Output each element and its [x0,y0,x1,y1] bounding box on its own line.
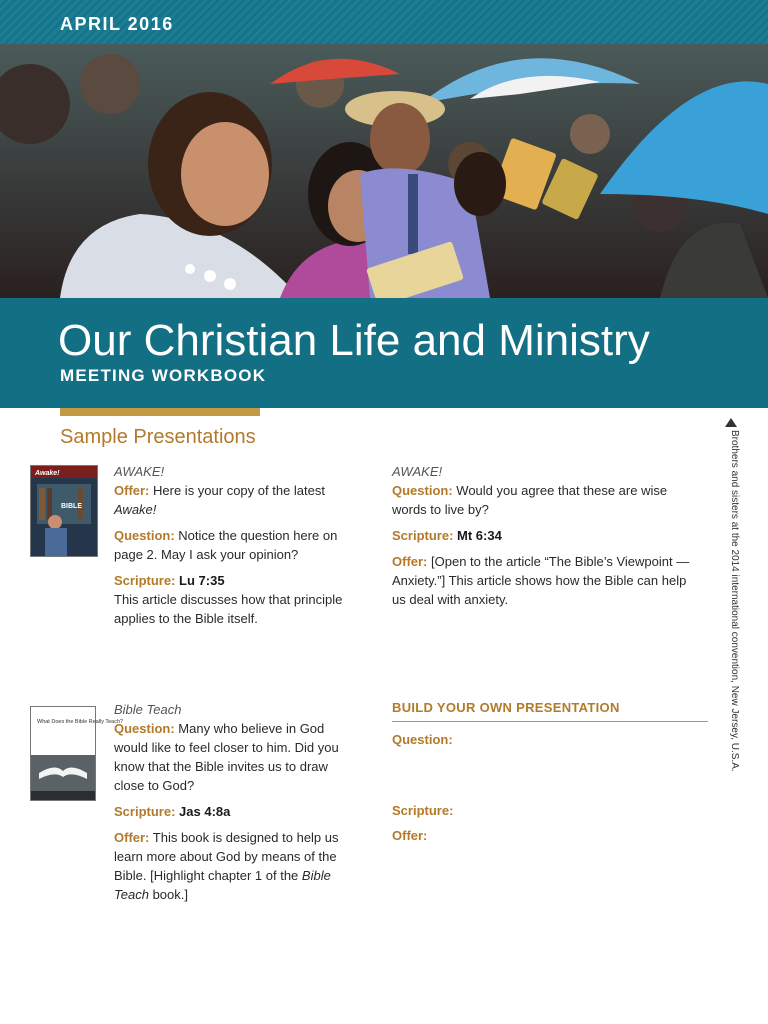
section-rule [60,408,260,416]
bible-teach-book-thumbnail [30,706,124,801]
scripture-line [114,571,344,590]
question-label: Question: [114,528,175,543]
presentation-awake-2 [392,462,692,616]
scripture-line [392,526,692,545]
awake-cover-image [31,466,97,556]
offer-text: This book is designed to help us learn more about God by means of the Bible. [Highlight chapter 1 of the [114,830,339,883]
build-scripture-label: Scripture: [392,803,454,818]
offer-italic: Awake! [114,502,157,517]
cover-photo [0,44,768,298]
scripture-ref: Lu 7:35 [179,573,225,588]
closing-text: This article discusses how that principle applies to the Bible itself. [114,592,343,626]
question-line [114,526,344,564]
bible-teach-cover-image [31,707,124,800]
offer-label: Offer: [392,554,428,569]
photo-caption-text: Brothers and sisters at the 2014 international convention, New Jersey, U.S.A. [729,430,740,772]
publication-name: AWAKE! [392,464,443,479]
presentation-bible-teach [114,700,339,911]
awake-masthead: Awake! [35,470,60,477]
scripture-label: Scripture: [114,573,176,588]
question-line [114,719,339,795]
question-label: Question: [114,721,175,736]
issue-date: APRIL 2016 [60,14,174,34]
question-label: Question: [392,483,453,498]
publication-name: AWAKE! [114,464,165,479]
scripture-ref: Mt 6:34 [457,528,502,543]
question-line [392,481,692,519]
header-bar [0,0,768,44]
awake-magazine-thumbnail [30,465,98,557]
convention-crowd-image [0,44,768,298]
scripture-label: Scripture: [392,528,454,543]
offer-text: Here is your copy of the latest [153,483,325,498]
title-banner [0,298,768,408]
offer-italic: Bible Teach [114,868,331,902]
question-text: Would you agree that these are wise words to live by? [392,483,668,517]
caption-arrow-icon [725,418,737,427]
offer-label: Offer: [114,830,150,845]
scripture-ref: Jas 4:8a [179,804,231,819]
offer-line [114,828,339,904]
photo-caption [722,418,742,772]
section-title: Sample Presentations [60,426,256,448]
scripture-line [114,802,339,821]
workbook-title: Our Christian Life and Ministry [58,316,650,365]
presentation-awake-1 [114,462,344,635]
offer-text: [Open to the article “The Bible’s Viewpoint —Anxiety.”] This article shows how the Bible can help us deal with anxiety. [392,554,690,607]
build-presentation-title: BUILD YOUR OWN PRESENTATION [392,700,620,715]
question-text: Many who believe in God would like to feel closer to him. Did you know that the Bible invites us to draw close to God? [114,721,339,793]
scripture-label: Scripture: [114,804,176,819]
offer-line [392,552,692,609]
build-question-label: Question: [392,732,453,747]
publication-name: Bible Teach [114,702,182,717]
workbook-subtitle: MEETING WORKBOOK [60,366,267,385]
offer-end: book.] [152,887,188,902]
bible-teach-cover-title: What Does the Bible Really Teach? [37,719,124,725]
awake-cover-word: BIBLE [61,503,82,510]
offer-label: Offer: [114,483,150,498]
question-text: Notice the question here on page 2. May I ask your opinion? [114,528,338,562]
offer-line [114,481,344,519]
build-offer-label: Offer: [392,828,428,843]
build-presentation-rule [392,721,708,722]
